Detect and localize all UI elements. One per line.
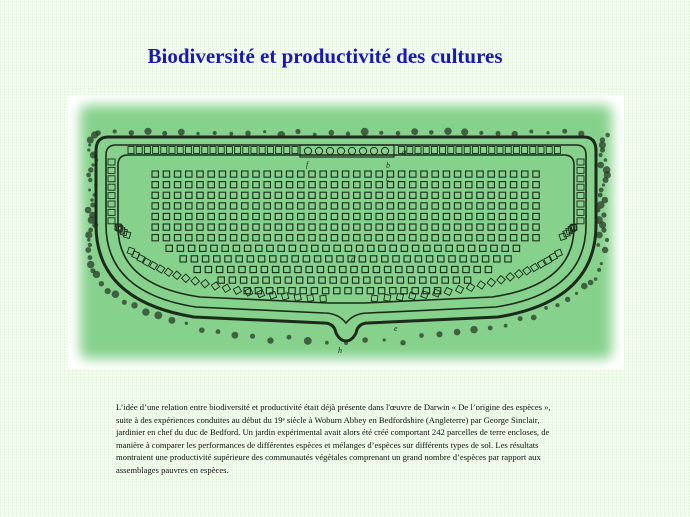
hedge-shrub xyxy=(597,268,601,272)
hedge-shrub xyxy=(91,163,94,166)
hedge-shrub xyxy=(129,130,134,135)
hedge-shrub xyxy=(162,131,167,136)
hedge-shrub xyxy=(88,167,93,172)
hedge-shrub xyxy=(88,243,92,247)
hedge-shrub xyxy=(245,131,250,136)
hedge-shrub xyxy=(144,128,151,135)
hedge-shrub xyxy=(429,130,434,135)
hedge-shrub xyxy=(454,329,461,336)
hedge-shrub xyxy=(504,324,508,328)
hedge-shrub xyxy=(88,255,93,260)
hedge-shrub xyxy=(588,280,594,286)
hedge-shrub xyxy=(93,271,100,278)
hedge-shrub xyxy=(87,148,90,151)
hedge-shrub xyxy=(496,131,501,136)
hedge-shrub xyxy=(122,300,127,305)
hedge-shrub xyxy=(599,153,603,157)
hedge-shrub xyxy=(596,243,600,247)
hedge-shrub xyxy=(113,129,117,133)
hedge-shrub xyxy=(87,137,94,144)
slide-title: Biodiversité et productivité des cultures xyxy=(147,44,503,68)
hedge-shrub xyxy=(444,128,451,135)
hedge-shrub xyxy=(601,212,606,217)
hedge-shrub xyxy=(581,283,588,290)
hedge-shrub xyxy=(199,327,205,333)
hedge-shrub xyxy=(599,188,604,193)
hedge-shrub xyxy=(216,329,221,334)
hedge-shrub xyxy=(419,333,424,338)
hedge-shrub xyxy=(112,290,120,298)
caption-text: L’idée d’une relation entre biodiversité et productivité était déjà présente dans l'œuvre de Darwin « De l’origine des espèces », suite à des expériences conduites au début du 19ᵉ siècle à Woburn Abbey en Bedfordshire (Angleterre) par George Sinclair, jardinier en chef du duc de Bedford. Un jardin expérimental avait alors été créé comportant 242 parcelles de terre encloses, de manière à comparer les performances de différentes espèces et mélanges d’espèces sur différents types de sol. Les résultats montraient une productivité supérieure des communautés végétales comprenant un grand nombre d’espèces par rapport aux assemblages pauvres en espèces. xyxy=(116,402,551,475)
hedge-shrub xyxy=(154,312,162,320)
hedge-shrub xyxy=(379,131,383,135)
hedge-shrub xyxy=(600,262,603,265)
hedge-shrub xyxy=(287,335,292,340)
hedge-shrub xyxy=(178,129,185,136)
hedge-shrub xyxy=(555,303,559,307)
hedge-shrub xyxy=(565,297,570,302)
hedge-shrub xyxy=(263,130,266,133)
hedge-shrub xyxy=(400,340,405,345)
hedge-shrub xyxy=(544,306,548,310)
hedge-shrub xyxy=(600,147,605,152)
letter-b: b xyxy=(386,161,390,170)
hedge-shrub xyxy=(562,129,567,134)
hedge-shrub xyxy=(105,288,111,294)
hedge-shrub xyxy=(575,292,578,295)
hedge-shrub xyxy=(131,302,137,308)
hedge-shrub xyxy=(85,207,92,214)
letter-f: f xyxy=(306,160,309,169)
hedge-shrub xyxy=(86,173,91,178)
hedge-shrub xyxy=(605,133,610,138)
hedge-shrub xyxy=(597,162,604,169)
hedge-shrub xyxy=(383,338,386,341)
hedge-shrub xyxy=(488,326,493,331)
hedge-shrub xyxy=(232,332,239,339)
hedge-shrub xyxy=(85,231,92,238)
hedge-shrub xyxy=(602,183,605,186)
hedge-shrub xyxy=(362,337,368,343)
garden-plan-drawing xyxy=(68,95,624,369)
hedge-shrub xyxy=(531,315,537,321)
hedge-shrub xyxy=(213,131,217,135)
hedge-shrub xyxy=(479,131,483,135)
hedge-shrub xyxy=(99,281,104,286)
garden-plan-illustration xyxy=(68,95,624,369)
hedge-shrub xyxy=(90,198,94,202)
hedge-shrub xyxy=(594,277,598,281)
hedge-shrub xyxy=(88,143,91,146)
hedge-shrub xyxy=(605,238,609,242)
hedge-shrub xyxy=(85,247,91,253)
letter-d: d xyxy=(351,254,356,264)
hedge-shrub xyxy=(88,189,91,192)
hedge-shrub xyxy=(325,341,329,345)
hedge-shrub xyxy=(142,308,149,315)
hedge-shrub xyxy=(529,130,533,134)
hedge-shrub xyxy=(470,326,477,333)
hedge-shrub xyxy=(87,238,90,241)
hedge-shrub xyxy=(603,177,609,183)
hedge-shrub xyxy=(88,178,92,182)
hedge-shrub xyxy=(518,316,523,321)
hedge-shrub xyxy=(250,334,255,339)
hedge-shrub xyxy=(267,337,273,343)
hedge-shrub xyxy=(599,221,606,228)
hedge-shrub xyxy=(346,132,350,136)
hedge-shrub xyxy=(411,128,418,135)
letter-e: e xyxy=(394,324,398,333)
hedge-shrub xyxy=(185,322,188,325)
green-background xyxy=(80,105,612,359)
hedge-shrub xyxy=(295,129,300,134)
hedge-shrub xyxy=(304,337,312,345)
hedge-shrub xyxy=(598,193,603,198)
hedge-shrub xyxy=(604,158,608,162)
hedge-shrub xyxy=(361,128,369,136)
hedge-shrub xyxy=(601,227,606,232)
hedge-shrub xyxy=(436,331,442,337)
hedge-shrub xyxy=(546,131,549,134)
letter-c: c xyxy=(386,174,390,183)
hedge-shrub xyxy=(196,132,199,135)
hedge-shrub xyxy=(396,131,401,136)
hedge-shrub xyxy=(168,317,175,324)
hedge-shrub xyxy=(229,132,233,136)
letter-a: a xyxy=(402,147,407,157)
letter-h: h xyxy=(338,346,342,355)
hedge-shrub xyxy=(602,247,608,253)
hedge-shrub xyxy=(329,130,335,136)
hedge-shrub xyxy=(87,261,94,268)
hedge-shrub xyxy=(461,128,468,135)
